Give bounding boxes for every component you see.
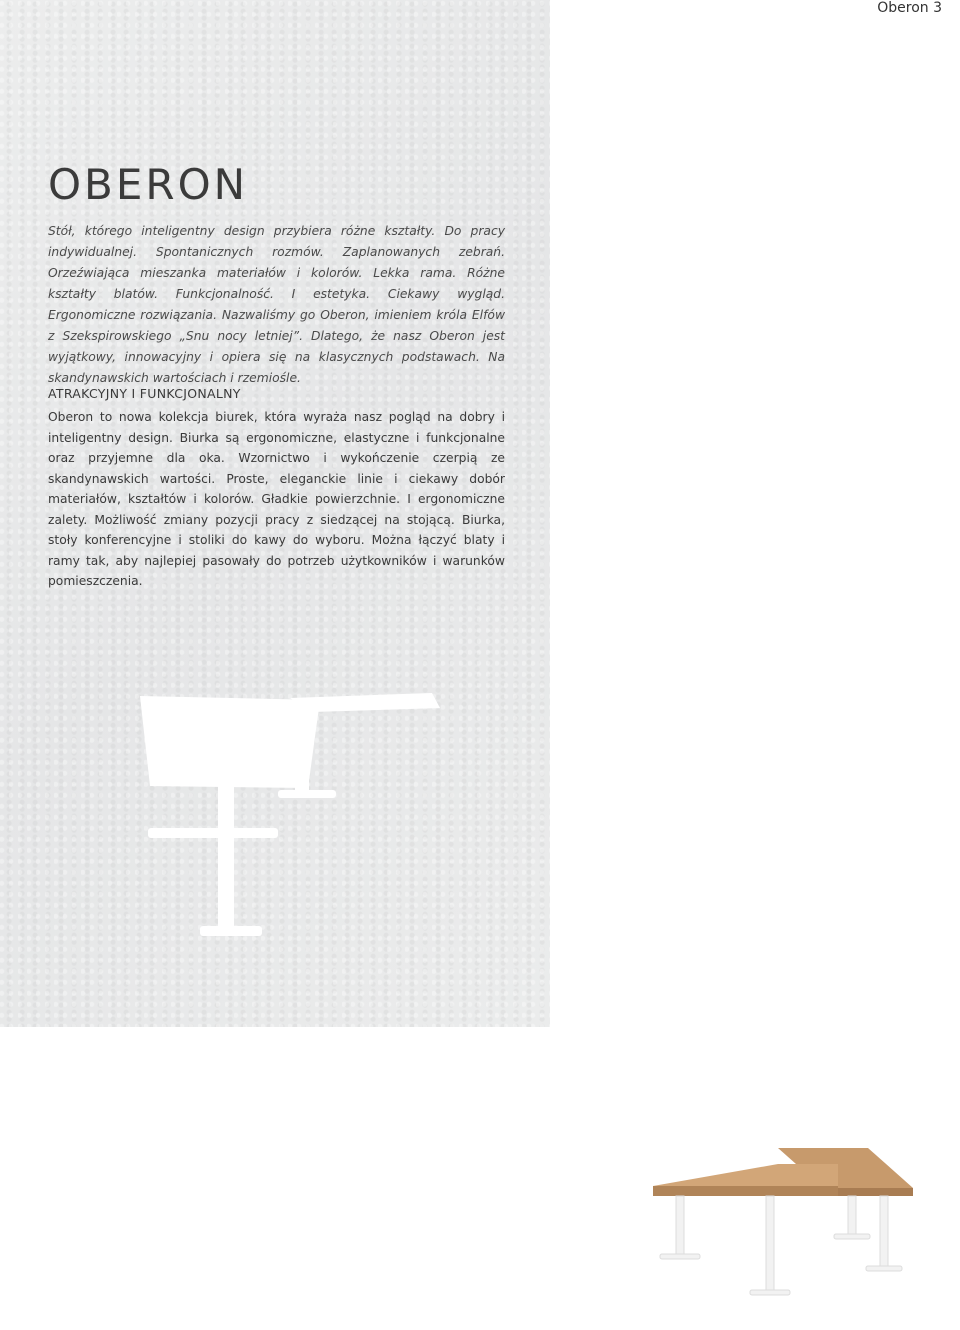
desk-product-image [648, 1140, 928, 1310]
page-title: OBERON [48, 160, 249, 209]
section-body: Oberon to nowa kolekcja biurek, która wyraża nasz pogląd na dobry i inteligentny design. Biurka są ergonomiczne, elastyczne i funkcjonalne oraz przyjemne dla oka. Wzornictwo i wykończenie czerpią ze skandynawskich wartości. Proste, eleganckie linie i ciekawy dobór materiałów, kształtów i kolorów. Gładkie powierzchnie. I ergonomiczne zalety. Możliwość zmiany pozycji pracy z siedzącej na stojącą. Biurka, stoły konferencyjne i stoliki do kawy do wyboru. Można łączyć blaty i ramy tak, aby najlepiej pasowały do potrzeb użytkowników i warunków pomieszczenia. [48, 410, 505, 588]
intro-paragraph: Stół, którego inteligentny design przybiera różne kształty. Do pracy indywidualnej. Spontanicznych rozmów. Zaplanowanych zebrań. Orzeźwiająca mieszanka materiałów i kolorów. Lekka rama. Różne kształty blatów. Funkcjonalność. I estetyka. Ciekawy wygląd. Ergonomiczne rozwiązania. Nazwaliśmy go Oberon, imieniem króla Elfów z Szekspirowskiego „Snu nocy letniej”. Dlatego, że nasz Oberon jest wyjątkowy, innowacyjny i opiera się na klasycznych podstawach. Na skandynawskich wartościach i rzemiośle. [48, 224, 505, 385]
section-heading: ATRAKCYJNY I FUNKCJONALNY [48, 386, 241, 401]
desk-silhouette-illustration [140, 688, 460, 948]
page-header: Oberon 3 [877, 0, 942, 16]
